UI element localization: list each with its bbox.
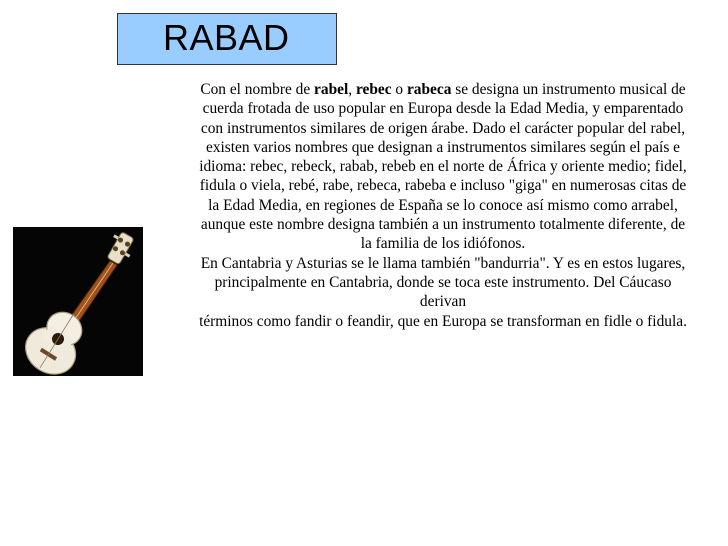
intro-text: Con el nombre de (200, 81, 315, 98)
rabel-instrument-icon (13, 227, 143, 376)
paragraph-principalmente: principalmente en Cantabria, donde se toca este instrumento. Del Cáucaso derivan (214, 273, 672, 311)
separator: o (391, 81, 407, 98)
separator: , (348, 81, 356, 98)
paragraph-terminos: términos como fandir o feandir, que en Europa se transforman en fidle o fidula. (199, 312, 687, 330)
paragraph-cantabria: En Cantabria y Asturias se le llama también "bandurria". Y es en estos lugares, (200, 254, 686, 272)
slide-title: RABAD (163, 17, 290, 58)
rabel-instrument-photo (13, 227, 143, 376)
term-rabel: rabel (314, 81, 349, 98)
intro-paragraph (195, 80, 691, 254)
intro-rest-text: se designa un instrumento musical de cuerda frotada de uso popular en Europa desde la Edad Media, y emparentado con instrumentos similares de origen árabe. Dado el carácter popular del rabel, existen varios nombres que designan a instrumentos similares según el país e idioma: rebec, rebeck, rabab, rebeb en el norte de África y oriente medio; fidel, fidula o viela, rebé, rabe, rebeca, rabeba e incluso "giga" en numerosas citas de la Edad Media, en regiones de España se lo conoce así mismo como arrabel, aunque este nombre designa también a un instrumento totalmente diferente, de la familia de los idiófonos. (199, 81, 687, 253)
term-rabeca: rabeca (406, 81, 452, 98)
description-text (195, 80, 691, 331)
term-rebec: rebec (355, 81, 392, 98)
